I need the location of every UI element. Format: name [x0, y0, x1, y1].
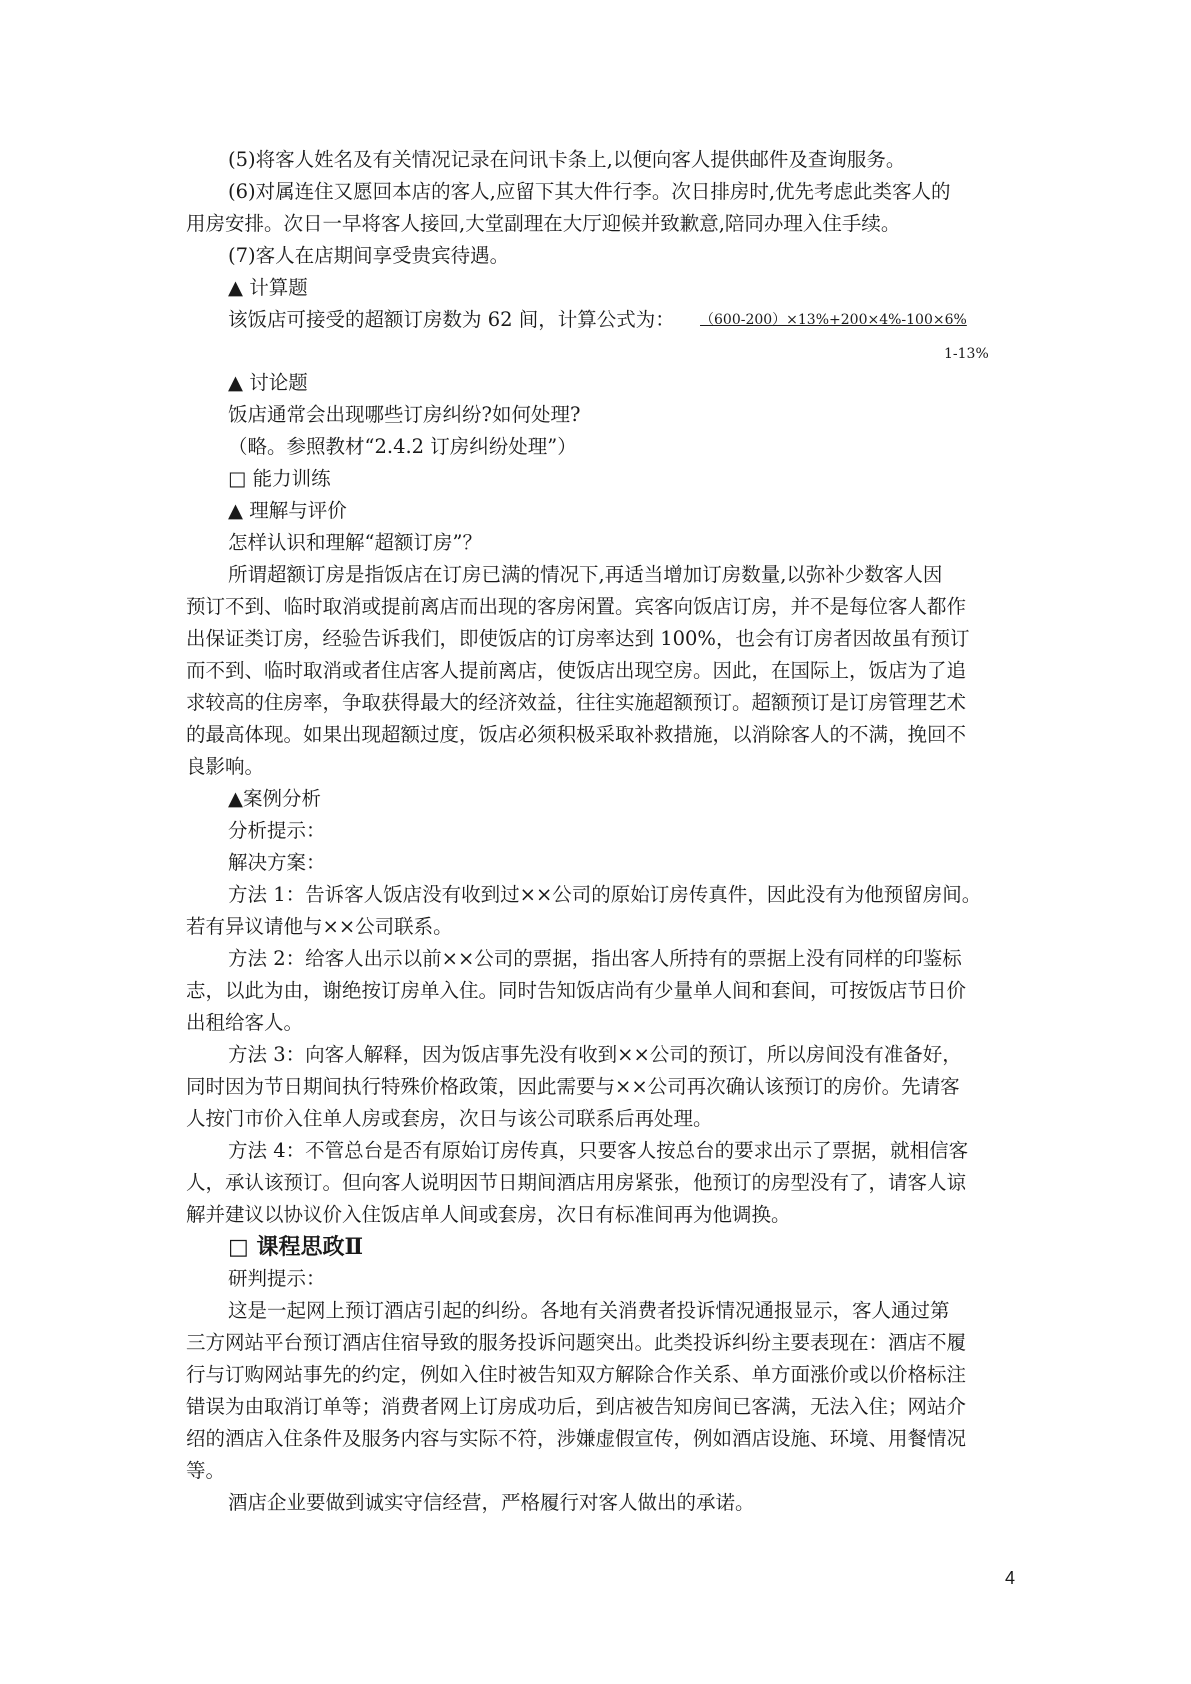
text-line: 饭店通常会出现哪些订房纠纷?如何处理?: [228, 403, 581, 426]
text-line: (6)对属连住又愿回本店的客人,应留下其大件行李。次日排房时,优先考虑此类客人的: [228, 180, 951, 203]
text-line: 同时因为节日期间执行特殊价格政策，因此需要与××公司再次确认该预订的房价。先请客: [186, 1075, 960, 1098]
text-line: 研判提示：: [228, 1267, 326, 1290]
text-line: 该饭店可接受的超额订房数为 62 间，计算公式为：: [228, 308, 675, 331]
text-line: 的最高体现。如果出现超额过度，饭店必须积极采取补救措施，以消除客人的不满，挽回不: [186, 723, 967, 746]
text-line: 怎样认识和理解“超额订房”？: [228, 531, 482, 554]
text-line: 人，承认该预订。但向客人说明因节日期间酒店用房紧张，他预订的房型没有了，请客人谅: [186, 1171, 967, 1194]
text-line: 若有异议请他与××公司联系。: [186, 915, 453, 938]
text-line: 出租给客人。: [186, 1011, 304, 1034]
text-line: 所谓超额订房是指饭店在订房已满的情况下,再适当增加订房数量,以弥补少数客人因: [228, 563, 943, 586]
text-line: 酒店企业要做到诚实守信经营，严格履行对客人做出的承诺。: [228, 1491, 755, 1514]
text-line: ▲ 计算题: [228, 276, 308, 299]
text-line: 用房安排。次日一早将客人接回,大堂副理在大厅迎候并致歉意,陪同办理入住手续。: [186, 212, 901, 235]
formula-denominator: 1-13%: [944, 346, 989, 362]
text-line: 错误为由取消订单等；消费者网上订房成功后，到店被告知房间已客满，无法入住；网站介: [186, 1395, 967, 1418]
text-line: 行与订购网站事先的约定，例如入住时被告知双方解除合作关系、单方面涨价或以价格标注: [186, 1363, 967, 1386]
text-line: ▲ 讨论题: [228, 371, 308, 394]
text-line: 等。: [186, 1459, 226, 1482]
text-line: 方法 4：不管总台是否有原始订房传真，只要客人按总台的要求出示了票据，就相信客: [228, 1139, 969, 1162]
text-line: 求较高的住房率，争取获得最大的经济效益，往往实施超额预订。超额预订是订房管理艺术: [186, 691, 967, 714]
text-line: 预订不到、临时取消或提前离店而出现的客房闲置。宾客向饭店订房，并不是每位客人都作: [186, 595, 967, 618]
text-line: 志，以此为由，谢绝按订房单入住。同时告知饭店尚有少量单人间和套间，可按饭店节日价: [186, 979, 967, 1002]
text-line: 绍的酒店入住条件及服务内容与实际不符，涉嫌虚假宣传，例如酒店设施、环境、用餐情况: [186, 1427, 967, 1450]
text-line: □ 课程思政Ⅱ: [228, 1234, 363, 1260]
text-line: 方法 1：告诉客人饭店没有收到过××公司的原始订房传真件，因此没有为他预留房间。: [228, 883, 982, 906]
text-line: ▲案例分析: [228, 787, 321, 810]
text-line: 出保证类订房，经验告诉我们，即使饭店的订房率达到 100%，也会有订房者因故虽有预订: [186, 627, 970, 650]
text-line: 解并建议以协议价入住饭店单人间或套房，次日有标准间再为他调换。: [186, 1203, 791, 1226]
text-line: 良影响。: [186, 755, 265, 778]
text-line: 而不到、临时取消或者住店客人提前离店，使饭店出现空房。因此，在国际上，饭店为了追: [186, 659, 967, 682]
page-number: 4: [1005, 1568, 1016, 1588]
text-line: □ 能力训练: [228, 467, 331, 490]
text-line: 方法 3：向客人解释，因为饭店事先没有收到××公司的预订，所以房间没有准备好，: [228, 1043, 962, 1066]
text-line: （略。参照教材“2.4.2 订房纠纷处理”）: [228, 435, 577, 458]
formula-numerator: （600-200）×13%+200×4%-100×6%: [700, 312, 967, 328]
text-line: (5)将客人姓名及有关情况记录在问讯卡条上,以便向客人提供邮件及查询服务。: [228, 148, 906, 171]
text-line: 三方网站平台预订酒店住宿导致的服务投诉问题突出。此类投诉纠纷主要表现在：酒店不履: [186, 1331, 967, 1354]
text-line: 分析提示：: [228, 819, 326, 842]
text-line: (7)客人在店期间享受贵宾待遇。: [228, 244, 510, 267]
text-line: 人按门市价入住单人房或套房，次日与该公司联系后再处理。: [186, 1107, 713, 1130]
text-line: 这是一起网上预订酒店引起的纠纷。各地有关消费者投诉情况通报显示，客人通过第: [228, 1299, 950, 1322]
text-line: 方法 2：给客人出示以前××公司的票据，指出客人所持有的票据上没有同样的印鉴标: [228, 947, 962, 970]
text-line: ▲ 理解与评价: [228, 499, 347, 522]
text-line: 解决方案：: [228, 851, 326, 874]
